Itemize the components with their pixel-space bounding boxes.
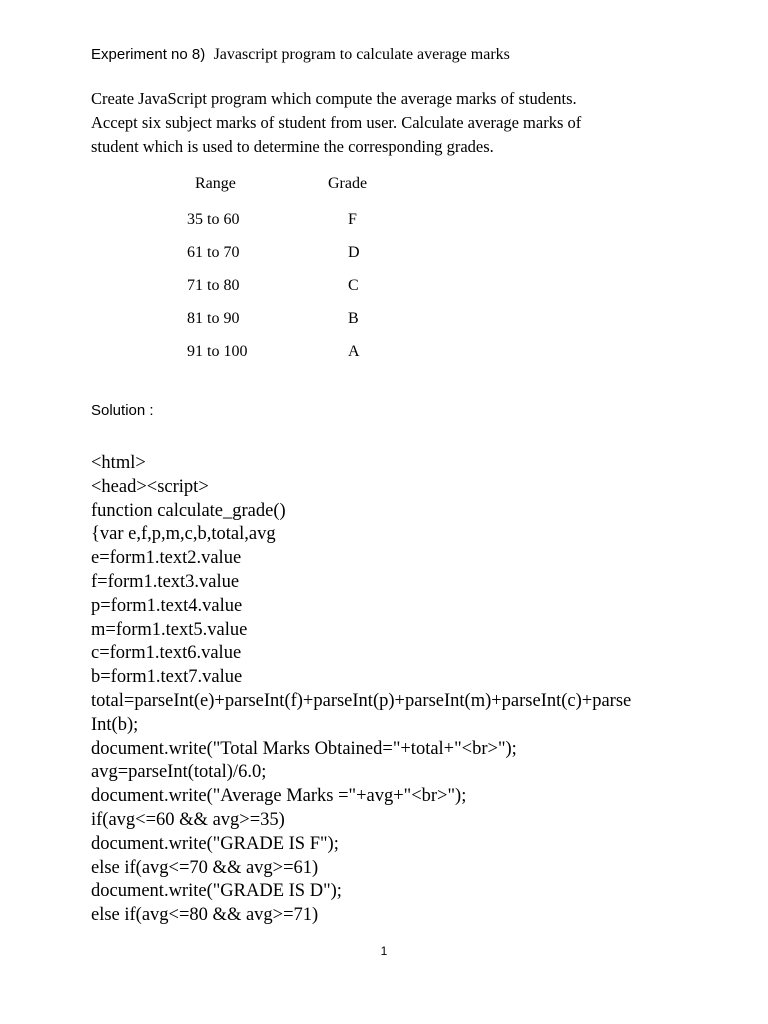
- problem-line: Accept six subject marks of student from user. Calculate average marks of: [91, 113, 582, 132]
- code-line: total=parseInt(e)+parseInt(f)+parseInt(p)+parseInt(m)+parseInt(c)+parse: [91, 690, 632, 711]
- range-column-header: Range: [195, 175, 236, 192]
- grade-table-header: [170, 171, 430, 207]
- grade-cell: D: [348, 244, 360, 261]
- range-cell: 35 to 60: [187, 211, 240, 228]
- code-line: f=form1.text3.value: [91, 571, 240, 592]
- problem-statement: [91, 87, 651, 159]
- code-line: document.write("Average Marks ="+avg+"<br>");: [91, 786, 467, 807]
- experiment-number: Experiment no 8): [91, 46, 206, 63]
- range-cell: 81 to 90: [187, 310, 240, 327]
- range-cell: 71 to 80: [187, 277, 240, 294]
- grade-table-row: [170, 339, 430, 372]
- code-line: p=form1.text4.value: [91, 595, 243, 616]
- code-line: document.write("Total Marks Obtained="+total+"<br>");: [91, 738, 517, 759]
- code-line: <head><script>: [91, 476, 209, 497]
- code-line: else if(avg<=80 && avg>=71): [91, 905, 319, 926]
- code-line: avg=parseInt(total)/6.0;: [91, 762, 267, 783]
- code-line: document.write("GRADE IS D");: [91, 881, 342, 902]
- code-line: Int(b);: [91, 714, 139, 735]
- code-line: else if(avg<=70 && avg>=61): [91, 857, 319, 878]
- grade-cell: F: [348, 211, 357, 228]
- page-number: 1: [380, 944, 388, 958]
- code-listing: [91, 452, 691, 928]
- experiment-title: Javascript program to calculate average marks: [213, 46, 510, 63]
- grade-table-row: [170, 273, 430, 306]
- experiment-heading: [91, 46, 510, 64]
- code-line: <html>: [91, 453, 146, 473]
- code-line: e=form1.text2.value: [91, 548, 242, 569]
- grade-column-header: Grade: [328, 175, 368, 192]
- code-line: function calculate_grade(): [91, 500, 286, 521]
- code-line: {var e,f,p,m,c,b,total,avg: [91, 524, 276, 545]
- code-line: m=form1.text5.value: [91, 619, 248, 640]
- problem-line: Create JavaScript program which compute the average marks of students.: [91, 89, 577, 108]
- problem-line: student which is used to determine the corresponding grades.: [91, 137, 494, 156]
- range-cell: 91 to 100: [187, 343, 248, 360]
- grade-table-row: [170, 240, 430, 273]
- grade-table-row: [170, 306, 430, 339]
- code-line: c=form1.text6.value: [91, 643, 242, 664]
- code-line: b=form1.text7.value: [91, 667, 243, 688]
- code-line: document.write("GRADE IS F");: [91, 833, 339, 854]
- grade-cell: A: [348, 343, 360, 360]
- grade-table: [170, 171, 430, 372]
- solution-label: Solution :: [91, 402, 154, 419]
- range-cell: 61 to 70: [187, 244, 240, 261]
- code-line: if(avg<=60 && avg>=35): [91, 809, 285, 830]
- grade-cell: B: [348, 310, 359, 327]
- grade-table-row: [170, 207, 430, 240]
- grade-cell: C: [348, 277, 359, 294]
